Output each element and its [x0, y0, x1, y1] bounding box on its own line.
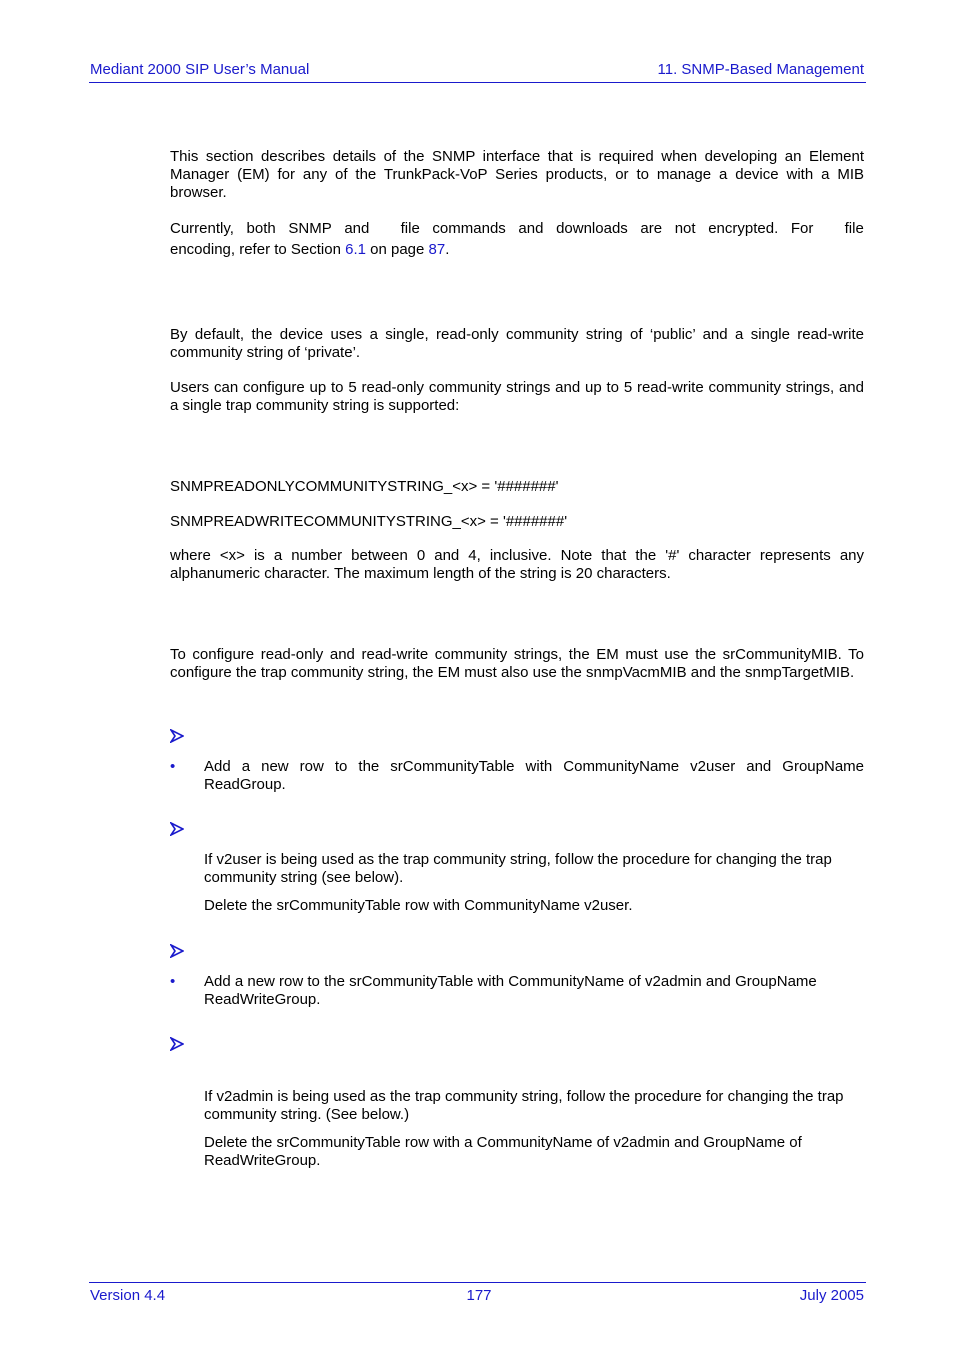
text: .	[445, 241, 450, 258]
intro-paragraph: This section describes details of the SNMP interface that is required when developing an Element Manager (EM) for any of the TrunkPack-VoP Series products, or to manage a device with a MIB browser.	[170, 148, 864, 201]
word: not	[674, 220, 696, 237]
delete-readwrite-step-2: Delete the srCommunityTable row with a CommunityName of v2admin and GroupName of ReadWriteGroup.	[204, 1134, 802, 1169]
arrow-bullet-icon	[170, 822, 184, 836]
arrow-bullet-icon	[170, 944, 184, 958]
delete-readonly-step-1: If v2user is being used as the trap community string, follow the procedure for changing the trap community string (see below).	[204, 851, 832, 886]
default-community-paragraph: By default, the device uses a single, read-only community string of ‘public’ and a single read-write community string of ‘private’.	[170, 326, 864, 361]
bullet-icon: •	[170, 973, 176, 990]
add-readonly-step: Add a new row to the srCommunityTable with CommunityName v2user and GroupName ReadGroup.	[204, 758, 864, 793]
word: For	[790, 220, 814, 237]
word: file	[400, 220, 420, 237]
arrow-bullet-icon	[170, 1037, 184, 1051]
word: SNMP	[288, 220, 332, 237]
text: encoding, refer to Section	[170, 241, 346, 258]
footer-date: July 2005	[799, 1287, 864, 1304]
configure-strings-paragraph: Users can configure up to 5 read-only community strings and up to 5 read-write community strings, and a single trap community string is supported:	[170, 379, 864, 414]
mib-usage-paragraph: To configure read-only and read-write community strings, the EM must use the srCommunityMIB. To configure the trap community string, the EM must also use the snmpVacmMIB and the snmpTargetMIB.	[170, 646, 864, 681]
encryption-line-1	[170, 220, 864, 238]
word: and	[518, 220, 544, 237]
section-link[interactable]: 6.1	[345, 241, 366, 258]
bullet-icon: •	[170, 758, 176, 775]
footer-version: Version 4.4	[90, 1287, 166, 1304]
x-range-paragraph: where <x> is a number between 0 and 4, inclusive. Note that the '#' character represents any alphanumeric character. The maximum length of the string is 20 characters.	[170, 547, 864, 582]
word: file	[844, 220, 864, 237]
word: and	[344, 220, 370, 237]
page-footer	[89, 1282, 866, 1304]
header-manual-title: Mediant 2000 SIP User’s Manual	[90, 61, 310, 78]
arrow-bullet-icon	[170, 729, 184, 743]
readwrite-config-string: SNMPREADWRITECOMMUNITYSTRING_<x> = '#######'	[170, 513, 568, 530]
word: Currently,	[170, 220, 234, 237]
page-number: 177	[466, 1287, 492, 1304]
delete-readonly-step-2: Delete the srCommunityTable row with CommunityName v2user.	[204, 897, 633, 914]
word: both	[246, 220, 276, 237]
word: downloads	[556, 220, 628, 237]
add-readwrite-step: Add a new row to the srCommunityTable with CommunityName of v2admin and GroupName ReadWriteGroup.	[204, 973, 817, 1008]
encryption-line-2	[170, 241, 864, 259]
word: encrypted.	[708, 220, 779, 237]
encryption-paragraph	[170, 220, 864, 259]
word: are	[640, 220, 663, 237]
readonly-config-string: SNMPREADONLYCOMMUNITYSTRING_<x> = '#######'	[170, 478, 559, 495]
delete-readwrite-step-1: If v2admin is being used as the trap community string, follow the procedure for changing the trap community string. (See below.)	[204, 1088, 844, 1123]
header-section-title: 11. SNMP-Based Management	[657, 61, 864, 78]
word: commands	[432, 220, 506, 237]
page-header	[89, 61, 866, 83]
text: on page	[365, 241, 429, 258]
page-link[interactable]: 87	[428, 241, 446, 258]
